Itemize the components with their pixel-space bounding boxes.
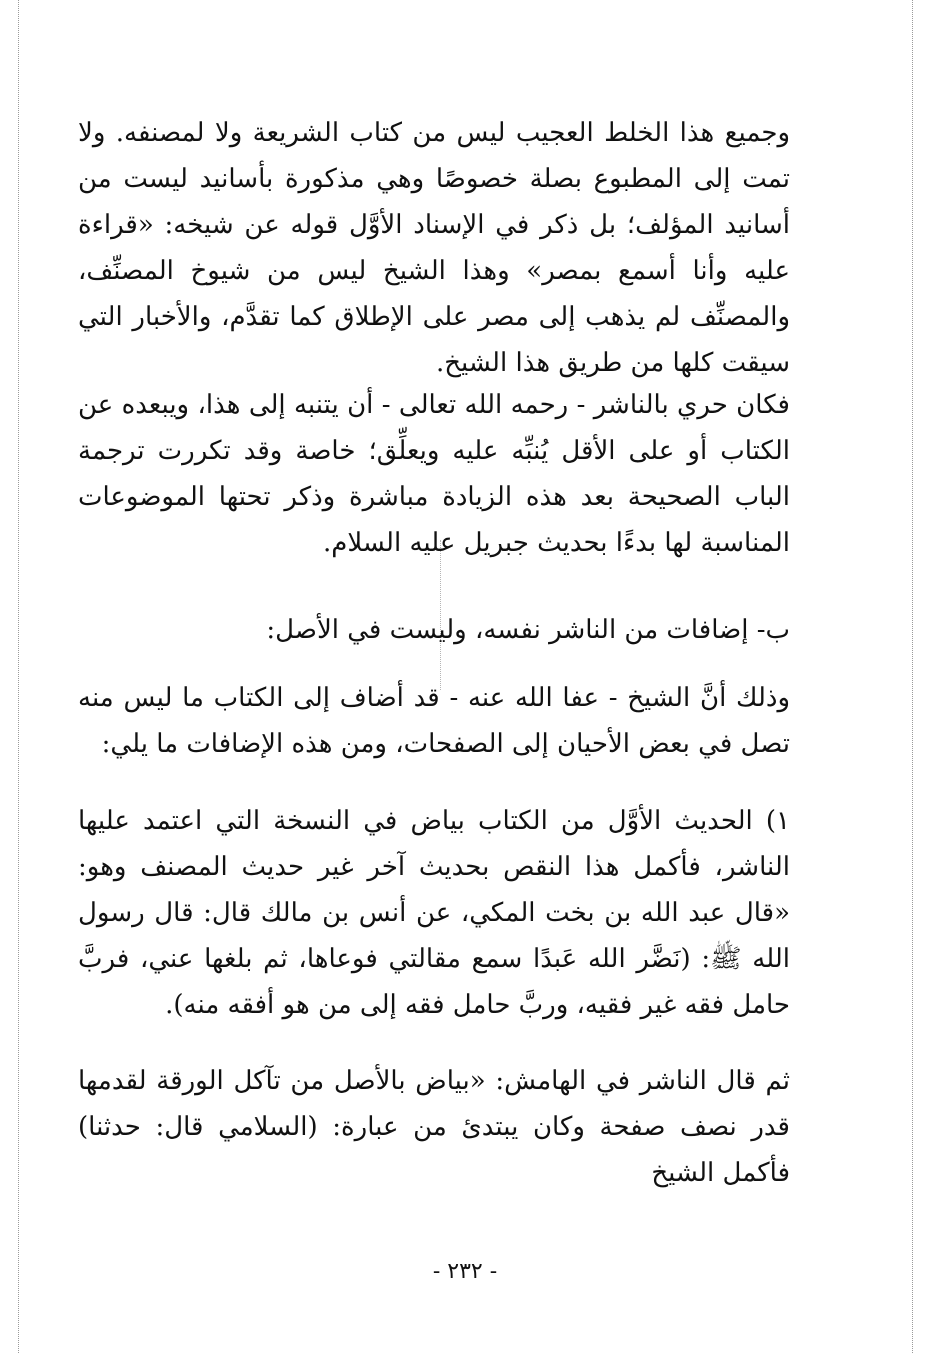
scan-edge-line-left <box>18 0 19 1353</box>
paragraph-additions-intro: وذلك أنَّ الشيخ - عفا الله عنه - قد أضاف إلى الكتاب ما ليس منه تصل في بعض الأحيان إلى الصفحات، ومن هذه الإضافات ما يلي: <box>78 683 790 759</box>
paragraph-mixed-content-note: وجميع هذا الخلط العجيب ليس من كتاب الشريعة ولا لمصنفه. ولا تمت إلى المطبوع بصلة خصوصًا وهي مذكورة بأسانيد ليست من أسانيد المؤلف؛ بل ذكر في الإسناد الأوَّل قوله عن شيخه: «قراءة عليه وأنا أسمع بمصر» وهذا الشيخ ليس من شيوخ المصنِّف، والمصنِّف لم يذهب إلى مصر على الإطلاق كما تقدَّم، والأخبار التي سيقت كلها من طريق هذا الشيخ. <box>78 118 790 378</box>
paragraph-first-hadith-gap: ١) الحديث الأوَّل من الكتاب بياض في النسخة التي اعتمد عليها الناشر، فأكمل هذا النقص بحديث آخر غير حديث المصنف وهو: «قال عبد الله بن بخت المكي، عن أنس بن مالك قال: قال رسول الله ﷺ: (نَضَّر الله عَبدًا سمع مقالتي فوعاها، ثم بلغها عني، فربَّ حامل فقه غير فقيه، وربَّ حامل فقه إلى من هو أفقه منه). <box>78 806 790 1020</box>
section-heading-publisher-additions: ب- إضافات من الناشر نفسه، وليست في الأصل: <box>266 615 790 645</box>
paragraph-publisher-should-notice: فكان حري بالناشر - رحمه الله تعالى - أن يتنبه إلى هذا، ويبعده عن الكتاب أو على الأقل يُنبِّه عليه ويعلِّق؛ خاصة وقد تكررت ترجمة الباب الصحيحة بعد هذه الزيادة مباشرة وذكر تحتها الموضوعات المناسبة لها بدءًا بحديث جبريل عليه السلام. <box>78 390 790 558</box>
scan-edge-line-right <box>912 0 913 1353</box>
paragraph-publisher-footnote: ثم قال الناشر في الهامش: «بياض بالأصل من تآكل الورقة لقدمها قدر نصف صفحة وكان يبتدئ من عبارة: (السلامي قال: حدثنا) فأكمل الشيخ <box>78 1066 790 1188</box>
page-number: - ٢٣٢ - <box>432 1259 498 1284</box>
